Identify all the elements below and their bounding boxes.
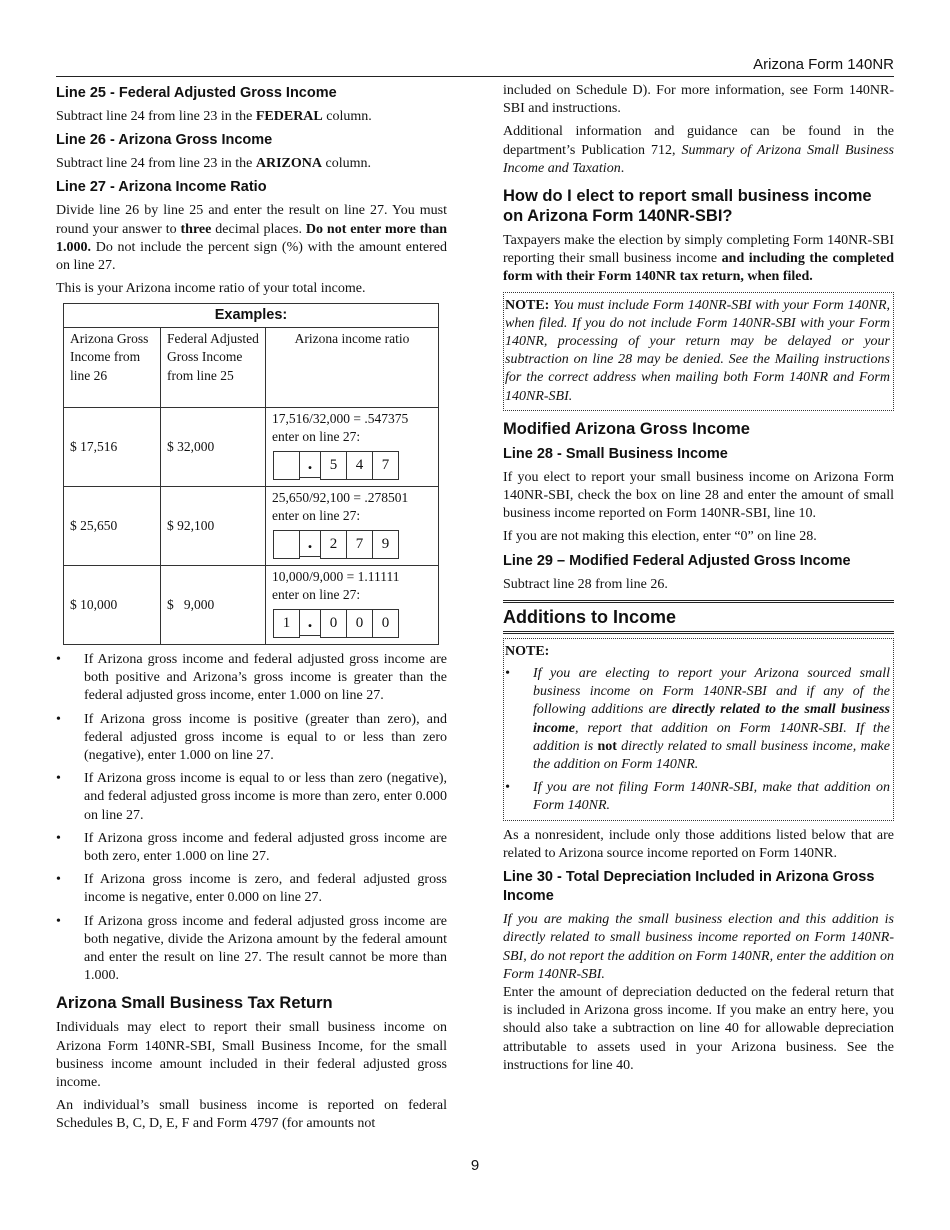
note-label: NOTE: [505, 643, 550, 659]
table-row [64, 407, 439, 486]
left-column [56, 82, 447, 1139]
additions-heading: Additions to Income [503, 606, 676, 627]
decimal-point: . [299, 451, 321, 478]
line30-italic-text: If you are making the small business election and this addition is directly related to small business income reported on Form 140NR-SBI, do not report the addition on Form 140NR, enter the addition on Form 140NR-SBI. [503, 912, 894, 982]
list-item: • If Arizona gross income and federal adjusted gross income are both negative, divide the Arizona amount by the federal amount and enter the result on line 27. The result cannot be more than 1.000. [56, 913, 447, 986]
section-rule [503, 600, 894, 603]
list-item: • If you are electing to report your Arizona sourced small business income on Form 140NR-SBI and if any of the following additions are directly related to the small business income, report that addition on Form 140NR-SBI. If the addition is not directly related to small business income, make the addition on Form 140NR. [505, 665, 890, 774]
line26-text: Subtract line 24 from line 23 in the ARIZONA column. [56, 156, 371, 172]
right-column [503, 82, 894, 1080]
decimal-point: . [299, 609, 321, 636]
ratio-calc: 17,516/32,000 = .547375 [272, 410, 409, 426]
line28-text: If you elect to report your small business income on Arizona Form 140NR-SBI, check the box on line 28 and enter the amount of small business income reported on Form 140NR-SBI, line 10. [503, 469, 894, 522]
col-header-fed: Federal Adjusted Gross Income from line 25 [161, 327, 266, 407]
note-label: NOTE: [505, 297, 550, 313]
table-row [64, 486, 439, 565]
sbtr-text-1: Individuals may elect to report their small business income on Arizona Form 140NR-SBI, Small Business Income, for the small business income amount included in their federal adjusted gross income. [56, 1020, 447, 1090]
cell-ratio [266, 407, 439, 486]
nonresident-text: As a nonresident, include only those additions listed below that are related to Arizona source income reported on Form 140NR. [503, 827, 894, 861]
magi-heading: Modified Arizona Gross Income [503, 419, 750, 438]
line29-heading: Line 29 – Modified Federal Adjusted Gross Income [503, 552, 851, 569]
digit-box: 1 [273, 609, 300, 638]
ratio-enter-label: enter on line 27: [272, 429, 361, 445]
list-item: • If Arizona gross income and federal adjusted gross income are both positive and Arizona’s gross income is greater than the federal adjusted gross income, enter 1.000 on line 27. [56, 651, 447, 706]
ratio-calc: 25,650/92,100 = .278501 [272, 489, 409, 505]
digit-box: 5 [320, 451, 347, 480]
digit-box: 0 [372, 609, 399, 638]
digit-box: 9 [372, 530, 399, 559]
section-rule [503, 631, 894, 634]
digit-box: 7 [372, 451, 399, 480]
line27-ratio-note: This is your Arizona income ratio of your total income. [56, 281, 366, 297]
cell-ratio [266, 486, 439, 565]
digit-boxes [274, 451, 432, 480]
sbtr-text-2: An individual’s small business income is reported on federal Schedules B, C, D, E, F and Form 4797 (for amounts not [56, 1098, 447, 1132]
cell-az: $ 17,516 [64, 407, 161, 486]
cell-az: $ 10,000 [64, 565, 161, 644]
digit-box [273, 451, 300, 480]
sbtr-heading: Arizona Small Business Tax Return [56, 994, 333, 1013]
list-item: • If Arizona gross income is positive (greater than zero), and federal adjusted gross income is equal to or less than zero (negative), enter 1.000 on line 27. [56, 711, 447, 766]
line25-heading: Line 25 - Federal Adjusted Gross Income [56, 85, 337, 101]
digit-box: 0 [320, 609, 347, 638]
ratio-enter-label: enter on line 27: [272, 587, 361, 603]
note-box-additions [503, 638, 894, 821]
header-title: Arizona Form 140NR [753, 56, 894, 73]
cell-fed: $ 92,100 [161, 486, 266, 565]
line26-heading: Line 26 - Arizona Gross Income [56, 132, 273, 149]
digit-box: 2 [320, 530, 347, 559]
digit-box: 4 [346, 451, 373, 480]
line29-text: Subtract line 28 from line 26. [503, 576, 668, 592]
list-item: • If Arizona gross income and federal adjusted gross income are both zero, enter 1.000 on line 27. [56, 830, 447, 866]
elect-heading: How do I elect to report small business income on Arizona Form 140NR-SBI? [503, 187, 872, 226]
cell-az: $ 25,650 [64, 486, 161, 565]
examples-title: Examples: [64, 304, 439, 328]
list-item: • If you are not filing Form 140NR-SBI, make that addition on Form 140NR. [505, 779, 890, 815]
note-box-sbi [503, 292, 894, 411]
col-header-az: Arizona Gross Income from line 26 [64, 327, 161, 407]
ratio-calc: 10,000/9,000 = 1.11111 [272, 568, 400, 584]
col-header-ratio: Arizona income ratio [266, 327, 439, 407]
cell-fed: $ 32,000 [161, 407, 266, 486]
publication-text: Additional information and guidance can be found in the department’s Publication 712, Summary of Arizona Small Business Income and Taxation. [503, 124, 894, 176]
header-rule [56, 76, 894, 77]
digit-box [273, 530, 300, 559]
line25-text: Subtract line 24 from line 23 in the FEDERAL column. [56, 109, 372, 124]
sbtr-text-continued: included on Schedule D). For more information, see Form 140NR-SBI and instructions. [503, 83, 894, 117]
line27-heading: Line 27 - Arizona Income Ratio [56, 179, 267, 196]
line28-heading: Line 28 - Small Business Income [503, 445, 728, 462]
note-list [505, 665, 890, 816]
line28-text-2: If you are not making this election, enter “0” on line 28. [503, 529, 817, 545]
line27-rules-list [56, 651, 447, 985]
line27-text: Divide line 26 by line 25 and enter the result on line 27. You must round your answer to three decimal places. Do not enter more than 1.000. Do not include the percent sign (%) with the amount entered on line 27. [56, 203, 447, 274]
cell-fed: $ 9,000 [161, 565, 266, 644]
digit-boxes [274, 530, 432, 559]
list-item: • If Arizona gross income is equal to or less than zero (negative), and federal adjusted gross income is more than zero, enter 0.000 on line 27. [56, 770, 447, 825]
examples-table [63, 303, 439, 645]
digit-box: 7 [346, 530, 373, 559]
list-item: • If Arizona gross income is zero, and federal adjusted gross income is negative, enter 0.000 on line 27. [56, 871, 447, 907]
line30-heading: Line 30 - Total Depreciation Included in Arizona Gross Income [503, 869, 875, 905]
digit-box: 0 [346, 609, 373, 638]
ratio-enter-label: enter on line 27: [272, 508, 361, 524]
line30-text: Enter the amount of depreciation deducted on the federal return that is included in Arizona gross income. If you make an entry here, you should also take a subtraction on line 40 for allowable depreciation attributable to assets used in your Arizona business. See the instructions for line 40. [503, 984, 894, 1073]
cell-ratio [266, 565, 439, 644]
digit-boxes [274, 609, 432, 638]
page-number: 9 [470, 1157, 480, 1174]
table-row [64, 565, 439, 644]
elect-text: Taxpayers make the election by simply completing Form 140NR-SBI reporting their small business income and including the completed form with their Form 140NR tax return, when filed. [503, 233, 894, 285]
decimal-point: . [299, 530, 321, 557]
note-text: You must include Form 140NR-SBI with your Form 140NR, when filed. If you do not include Form 140NR-SBI with your Form 140NR, processing of your return may be delayed or your subtraction on line 28 may be denied. See the Mailing instructions for the correct address when mailing both Form 140NR and Form 140NR-SBI. [505, 297, 890, 404]
